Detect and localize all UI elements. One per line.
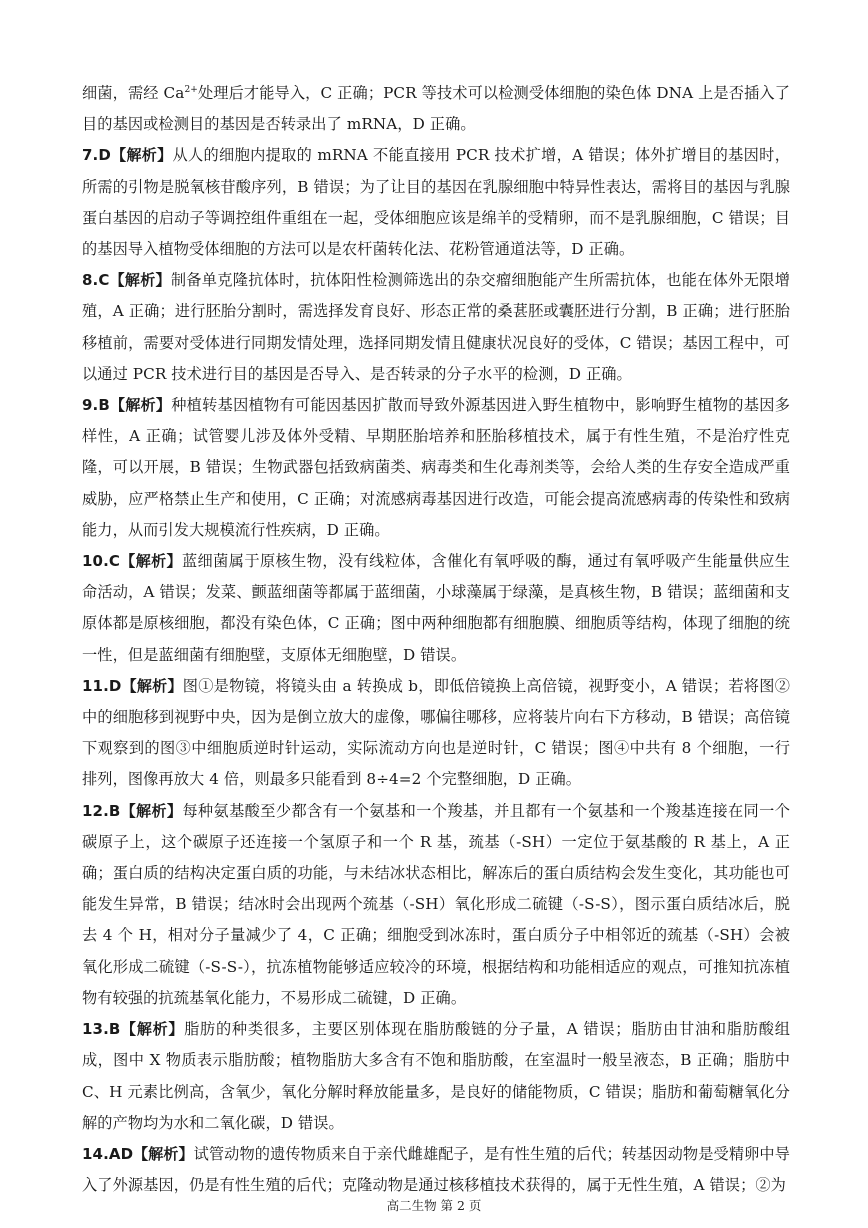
answer-label: 14.AD【解析】 bbox=[82, 1144, 194, 1163]
page-footer: 高二生物 第 2 页 bbox=[386, 1198, 482, 1213]
answer-13 bbox=[82, 1014, 790, 1139]
answer-text: 脂肪的种类很多，主要区别体现在脂肪酸链的分子量，A 错误；脂肪由甘油和脂肪酸组成，图中 X 物质表示脂肪酸；植物脂肪大多含有不饱和脂肪酸，在室温时一般呈液态，B 正确；脂肪中 C、H 元素比例高，含氧少，氧化分解时释放能量多，是良好的储能物质，C 错误；脂肪和葡萄糖氧化分解的产物均为水和二氧化碳，D 错误。 bbox=[82, 1020, 790, 1132]
answer-text: 每种氨基酸至少都含有一个氨基和一个羧基，并且都有一个氨基和一个羧基连接在同一个碳原子上，这个碳原子还连接一个氢原子和一个 R 基，巯基（-SH）一定位于氨基酸的 R 基上，A 正确；蛋白质的结构决定蛋白质的功能，与未结冰状态相比，解冻后的蛋白质结构会发生变化，其功能也可能发生异常，B 错误；结冰时会出现两个巯基（-SH）氧化形成二硫键（-S-S），图示蛋白质结冰后，脱去 4 个 H，相对分子量减少了 4，C 正确；细胞受到冰冻时，蛋白质分子中相邻近的巯基（-SH）会被氧化形成二硫键（-S-S-），抗冻植物能够适应较冷的环境，根据结构和功能相适应的观点，可推知抗冻植物有较强的抗巯基氧化能力，不易形成二硫键，D 正确。 bbox=[82, 801, 791, 1007]
continuation-text-part2: 处理后才能导入，C 正确；PCR 等技术可以检测受体细胞的染色体 DNA 上是否插入了目的基因或检测目的基因是否转录出了 mRNA，D 正确。 bbox=[82, 84, 790, 134]
answer-label: 8.C【解析】 bbox=[82, 271, 171, 290]
answer-label: 12.B【解析】 bbox=[82, 801, 183, 820]
answer-12 bbox=[82, 796, 790, 1014]
answer-text: 制备单克隆抗体时，抗体阳性检测筛选出的杂交瘤细胞能产生所需抗体，也能在体外无限增殖，A 正确；进行胚胎分割时，需选择发育良好、形态正常的桑葚胚或囊胚进行分割，B 正确；进行胚胎移植前，需要对受体进行同期发情处理，选择同期发情且健康状况良好的受体，C 错误；基因工程中，可以通过 PCR 技术进行目的基因是否导入、是否转录的分子水平的检测，D 正确。 bbox=[82, 271, 790, 383]
answer-text: 从人的细胞内提取的 mRNA 不能直接用 PCR 技术扩增，A 错误；体外扩增目的基因时，所需的引物是脱氧核苷酸序列，B 错误；为了让目的基因在乳腺细胞中特异性表达，需将目的基因与乳腺蛋白基因的启动子等调控组件重组在一起，受体细胞应该是绵羊的受精卵，而不是乳腺细胞，C 错误；目的基因导入植物受体细胞的方法可以是农杆菌转化法、花粉管通道法等，D 正确。 bbox=[82, 146, 790, 259]
answer-label: 7.D【解析】 bbox=[82, 146, 173, 165]
answer-11 bbox=[82, 671, 790, 796]
answer-label: 11.D【解析】 bbox=[82, 676, 183, 695]
answer-label: 9.B【解析】 bbox=[82, 396, 172, 415]
document-body bbox=[82, 78, 790, 1201]
answer-9 bbox=[82, 390, 790, 546]
answer-8 bbox=[82, 265, 790, 390]
continuation-paragraph bbox=[82, 78, 790, 140]
answer-7 bbox=[82, 140, 790, 265]
answer-text: 图①是物镜，将镜头由 a 转换成 b，即低倍镜换上高倍镜，视野变小，A 错误；若将图②中的细胞移到视野中央，因为是倒立放大的虚像，哪偏往哪移，应将装片向右下方移动，B 错误；高倍镜下观察到的图③中细胞质逆时针运动，实际流动方向也是逆时针，C 错误；图④中共有 8 个细胞，一行排列，图像再放大 4 倍，则最多只能看到 8÷4=2 个完整细胞，D 正确。 bbox=[82, 676, 791, 789]
answer-text: 试管动物的遗传物质来自于亲代雌雄配子，是有性生殖的后代；转基因动物是受精卵中导入了外源基因，仍是有性生殖的后代；克隆动物是通过核移植技术获得的，属于无性生殖，A 错误；②为 bbox=[82, 1144, 790, 1195]
answer-14 bbox=[82, 1139, 790, 1201]
answer-label: 13.B【解析】 bbox=[82, 1020, 185, 1039]
superscript-charge: 2+ bbox=[184, 84, 198, 95]
answer-label: 10.C【解析】 bbox=[82, 552, 182, 571]
continuation-text-part1: 细菌，需经 Ca bbox=[82, 84, 185, 102]
answer-text: 种植转基因植物有可能因基因扩散而导致外源基因进入野生植物中，影响野生植物的基因多样性，A 正确；试管婴儿涉及体外受精、早期胚胎培养和胚胎移植技术，属于有性生殖，不是治疗性克隆，可以开展，B 错误；生物武器包括致病菌类、病毒类和生化毒剂类等，会给人类的生存安全造成严重威胁，应严格禁止生产和使用，C 正确；对流感病毒基因进行改造，可能会提高流感病毒的传染性和致病能力，从而引发大规模流行性疾病，D 正确。 bbox=[82, 396, 790, 539]
answer-10 bbox=[82, 546, 790, 671]
answer-text: 蓝细菌属于原核生物，没有线粒体，含催化有氧呼吸的酶，通过有氧呼吸产生能量供应生命活动，A 错误；发菜、颤蓝细菌等都属于蓝细菌，小球藻属于绿藻，是真核生物，B 错误；蓝细菌和支原体都是原核细胞，都没有染色体，C 正确；图中两种细胞都有细胞膜、细胞质等结构，体现了细胞的统一性，但是蓝细菌有细胞壁，支原体无细胞壁，D 错误。 bbox=[82, 552, 790, 664]
